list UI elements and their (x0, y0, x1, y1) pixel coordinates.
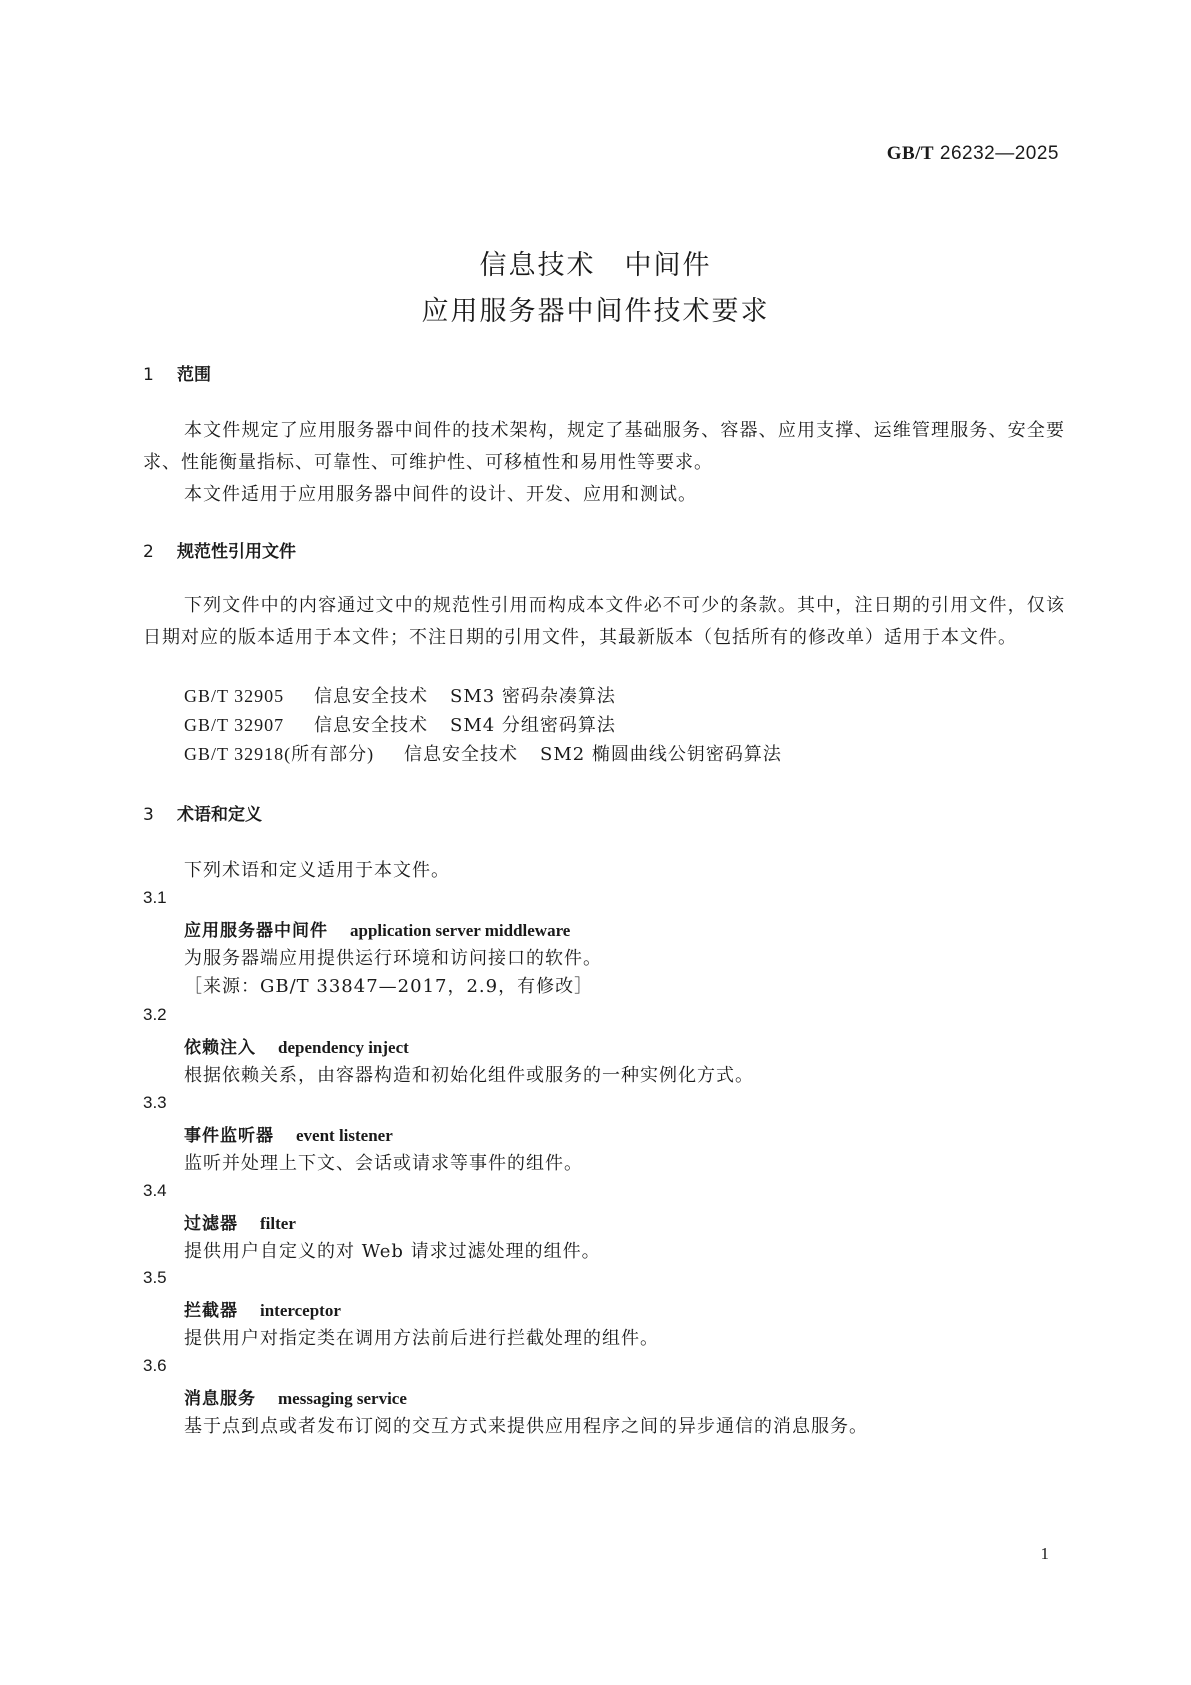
standard-number: 26232—2025 (939, 143, 1059, 164)
term-definition: 为服务器端应用提供运行环境和访问接口的软件。 (184, 948, 602, 969)
reference-code: GB/T 32905 (184, 686, 285, 706)
references-paragraph: 下列文件中的内容通过文中的规范性引用而构成本文件必不可少的条款。其中，注日期的引用文件，仅该日期对应的版本适用于本文件；不注日期的引用文件，其最新版本（包括所有的修改单）适用于本文件。 (143, 595, 1065, 648)
term-number: 3.2 (143, 1005, 167, 1024)
scope-paragraph-1: 本文件规定了应用服务器中间件的技术架构，规定了基础服务、容器、应用支撑、运维管理服务、安全要求、性能衡量指标、可靠性、可维护性、可移植性和易用性等要求。 (143, 420, 1065, 473)
term-heading (184, 916, 570, 941)
reference-code: GB/T 32918(所有部分) (184, 744, 375, 764)
reference-category: 信息安全技术 (404, 744, 518, 765)
term-en: event listener (296, 1126, 393, 1145)
term-definition: 提供用户对指定类在调用方法前后进行拦截处理的组件。 (184, 1328, 659, 1349)
document-title-line2: 应用服务器中间件技术要求 (421, 296, 770, 327)
reference-item (184, 740, 782, 766)
section-title: 术语和定义 (177, 805, 262, 825)
term-number: 3.5 (143, 1268, 167, 1287)
term-zh: 依赖注入 (184, 1038, 256, 1058)
reference-title: SM4 分组密码算法 (450, 715, 616, 736)
term-heading (184, 1121, 393, 1146)
section-number: 1 (143, 365, 154, 385)
term-en: filter (260, 1214, 296, 1233)
term-number: 3.6 (143, 1356, 167, 1375)
scope-paragraph-2: 本文件适用于应用服务器中间件的设计、开发、应用和测试。 (184, 484, 697, 505)
reference-title: SM3 密码杂凑算法 (450, 686, 616, 707)
section-heading-terms (143, 800, 262, 825)
term-en: application server middleware (350, 921, 571, 940)
term-number: 3.4 (143, 1181, 167, 1200)
term-en: messaging service (278, 1389, 407, 1408)
term-source: ［来源：GB/T 33847—2017，2.9，有修改］ (184, 976, 594, 997)
standard-prefix: GB/T (886, 143, 935, 164)
page-number: 1 (1040, 1544, 1049, 1563)
reference-category: 信息安全技术 (314, 686, 428, 707)
section-number: 3 (143, 805, 154, 825)
reference-title: SM2 椭圆曲线公钥密码算法 (540, 744, 782, 765)
term-definition: 根据依赖关系，由容器构造和初始化组件或服务的一种实例化方式。 (184, 1065, 754, 1086)
section-title: 规范性引用文件 (177, 542, 296, 562)
term-definition: 监听并处理上下文、会话或请求等事件的组件。 (184, 1153, 583, 1174)
term-number: 3.3 (143, 1093, 167, 1112)
term-zh: 消息服务 (184, 1389, 256, 1409)
document-title-line1: 信息技术 中间件 (479, 250, 712, 281)
reference-item (184, 682, 616, 708)
section-heading-scope (143, 360, 211, 385)
reference-category: 信息安全技术 (314, 715, 428, 736)
term-zh: 拦截器 (184, 1301, 238, 1321)
term-definition: 基于点到点或者发布订阅的交互方式来提供应用程序之间的异步通信的消息服务。 (184, 1416, 868, 1437)
reference-item (184, 711, 616, 737)
term-heading (184, 1296, 341, 1321)
section-number: 2 (143, 542, 154, 562)
term-heading (184, 1209, 296, 1234)
term-definition: 提供用户自定义的对 Web 请求过滤处理的组件。 (184, 1241, 601, 1262)
term-zh: 过滤器 (184, 1214, 238, 1234)
reference-code: GB/T 32907 (184, 715, 285, 735)
standard-code (887, 143, 1059, 165)
term-heading (184, 1033, 409, 1058)
section-title: 范围 (177, 365, 211, 385)
term-zh: 事件监听器 (184, 1126, 274, 1146)
term-en: dependency inject (278, 1038, 409, 1057)
term-en: interceptor (260, 1301, 341, 1320)
term-heading (184, 1384, 407, 1409)
section-heading-normative-references (143, 537, 296, 562)
terms-intro: 下列术语和定义适用于本文件。 (184, 860, 450, 881)
term-zh: 应用服务器中间件 (184, 921, 328, 941)
term-number: 3.1 (143, 888, 167, 907)
